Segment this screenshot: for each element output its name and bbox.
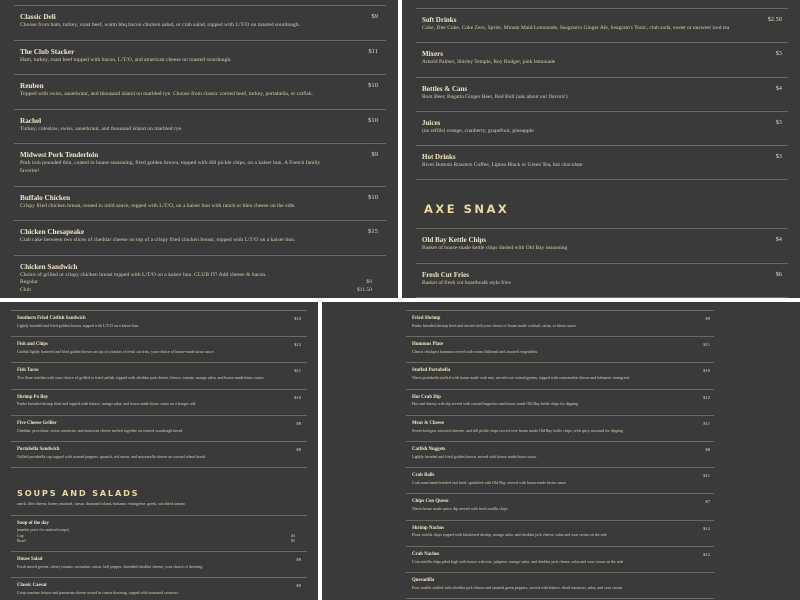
menu-list — [406, 310, 714, 599]
menu-item — [416, 228, 788, 263]
item-price: $10 — [368, 193, 378, 201]
item-name: Hot Crab Dip — [412, 394, 441, 400]
size-price: $4 — [291, 532, 295, 538]
menu-item — [406, 390, 714, 416]
item-description: Crispy fried chicken breast, tossed in mild sauce, topped with L/T/O, on a kaiser bun with ranch or bleu cheese on the side. — [20, 202, 296, 209]
item-description: Warm portabella stuffed with house made crab mix, served over mixed greens, topped with watermelon cheese and balsamic vinaigrette — [412, 375, 630, 381]
item-description: Coke, Diet Coke, Coke Zero, Sprite, Minute Maid Lemonade, Seagram's Ginger Ale, Seagram's Tonic, club soda, sweet or unsweet iced tea — [422, 25, 730, 31]
menu-list — [14, 5, 386, 298]
size-price: $5 — [291, 538, 295, 544]
item-name: Fresh Cut Fries — [422, 270, 469, 279]
size-label: Club — [20, 286, 31, 293]
item-price: $12 — [703, 551, 710, 557]
item-price: $10 — [294, 316, 301, 321]
item-name: Crab Nachos — [412, 551, 440, 557]
item-name: Classic Caesar — [17, 583, 47, 589]
item-price: $3 — [775, 118, 782, 126]
menu-item — [14, 41, 386, 76]
item-price: $11 — [703, 342, 710, 348]
item-description: Warm house made queso dip served with fresh tortilla chips — [412, 506, 508, 512]
item-name: Portabella Sandwich — [17, 447, 60, 453]
menu-item — [406, 494, 714, 520]
menu-panel-drinks — [402, 0, 800, 298]
menu-item — [416, 8, 788, 43]
menu-item — [406, 416, 714, 442]
item-name: Catfish Nuggets — [412, 447, 446, 453]
menu-panel-sandwiches — [0, 0, 398, 298]
item-name: Hummus Plate — [412, 342, 444, 348]
menu-item — [406, 573, 714, 599]
menu-item — [11, 363, 307, 389]
item-description: Root Beer, Bagatta Ginger Beer, Red Bull (ask about our flavors!) — [422, 93, 568, 100]
item-name: Mixers — [422, 50, 443, 59]
menu-item — [11, 515, 307, 553]
menu-panel-soups-salads — [0, 302, 318, 600]
item-name: Soft Drinks — [422, 16, 457, 24]
menu-item — [406, 363, 714, 389]
item-price: $9 — [296, 583, 301, 589]
item-name: Old Bay Kettle Chips — [422, 236, 486, 245]
item-price: $4 — [775, 236, 782, 244]
item-description: Hot and cheesy crab dip served with toasted baguettes and house made Old Bay kettle chips for dipping — [412, 401, 579, 407]
item-name: Fried Shrimp — [412, 316, 441, 321]
item-price: $9 — [371, 151, 378, 159]
item-name: Soup of the day — [17, 520, 49, 526]
menu-item — [406, 442, 714, 468]
item-price: $10 — [703, 368, 710, 374]
item-name: Bottles & Cans — [422, 84, 468, 93]
item-description: Sweet bologna, assorted cheeses, and dill pickle chips served over house made Old Bay kettle chips, with spicy mustard for dipping — [412, 427, 623, 433]
size-price: $11.50 — [356, 286, 372, 293]
menu-item — [406, 310, 714, 337]
item-description: Lightly breaded and fried golden brown, served with house made bistro sauce — [412, 453, 537, 459]
item-description: (market price for seafood soups) — [17, 527, 69, 533]
snax-list — [416, 228, 788, 298]
item-description: Classic chickpea hummus served with warm flatbread and assorted vegetables. — [412, 349, 539, 354]
item-price: $8 — [705, 447, 710, 453]
section-title: AXE SNAX — [424, 202, 510, 217]
item-description: Crab meat hand breaded and fried, sprinkled with Old Bay, served with house made bistro sauce — [412, 480, 567, 486]
item-description: Catfish lightly battered and fried golden brown on top of a basket of fresh cut fries, your choice of house-made tartar sauce. — [17, 349, 215, 354]
item-name: Southern Fried Catfish Sandwich — [17, 316, 86, 321]
menu-list — [11, 310, 307, 600]
size-option — [20, 279, 380, 287]
item-description: River Bottom Roasters Coffee, Lipton Black or Green Tea, hot chocolate — [422, 162, 583, 169]
dressing-list: ranch, bleu cheese, honey mustard, caesar, thousand island, balsamic vinaigrette, greek, sun dried tomato — [17, 501, 186, 507]
item-name: Shrimp Nachos — [412, 525, 445, 531]
menu-item — [14, 144, 386, 186]
drinks-list — [416, 8, 788, 180]
item-price: $2.50 — [767, 16, 782, 23]
item-price: $9 — [705, 316, 710, 321]
item-description: Corn tortilla chips piled high with house crab mix, jalapeno, mango salsa, and cheddar jack cheese, salsa and sour cream on the side — [412, 558, 624, 564]
item-description: Lightly breaded and fried golden brown, topped with L/T/O on a kaiser bun. — [17, 322, 140, 328]
item-name: Crab Balls — [412, 473, 435, 479]
menu-item — [14, 110, 386, 145]
menu-item — [11, 442, 307, 468]
item-name: Chicken Chesapeake — [20, 228, 85, 237]
item-price: $7 — [705, 499, 710, 505]
item-description: Four tortilla stuffed with cheddar jack cheese and sauteed green peppers, served with lettuce, diced tomatoes, salsa, and sour cream — [412, 584, 622, 590]
item-description: Panko breaded shrimp fried and topped with lettuce, mango salsa, and house made bistro sauce on a hoagie roll. — [17, 401, 197, 407]
item-name: Stuffed Portabella — [412, 368, 451, 374]
item-price: $15 — [368, 228, 378, 236]
item-description: Flour tortilla chips topped with blackened shrimp, mango salsa, and cheddar jack cheese, salsa and sour cream on the side — [412, 532, 608, 538]
item-name: Hot Drinks — [422, 153, 456, 162]
menu-item — [11, 416, 307, 442]
item-description: Crab cake between two slices of cheddar cheese on top of a crispy fried chicken breast, topped with L/T/O on a kaiser bun. — [20, 237, 296, 244]
item-description: Topped with swiss, sauerkraut, and thousand island on marbled rye. Choose from classic corned beef, turkey, portabella, or catfish. — [20, 91, 313, 98]
item-name: Fish and Chips — [17, 342, 48, 348]
menu-item — [14, 221, 386, 256]
item-price: $8 — [296, 420, 301, 426]
item-name: Five Cheese Griller — [17, 420, 57, 426]
size-label: Cup — [17, 532, 24, 538]
size-option — [20, 287, 380, 295]
item-description: Pork loin pounded thin, coated in house seasoning, fried golden brown, topped with dill pickle chips, on a kaiser bun. A Foetch family favorite! — [20, 160, 321, 174]
item-description: Cheddar, provolone, swiss, muenster, and american cheese melted together on toasted sourdough bread. — [17, 427, 183, 433]
menu-item — [416, 43, 788, 77]
item-price: $11 — [703, 420, 710, 426]
menu-item — [14, 5, 386, 41]
item-price: $3 — [775, 50, 782, 58]
item-price: $12 — [703, 394, 710, 400]
soup-salad-list — [11, 515, 307, 600]
menu-item — [406, 337, 714, 363]
menu-item — [11, 578, 307, 600]
menu-item — [14, 256, 386, 298]
item-name: Midwest Pork Tenderloin — [20, 151, 99, 160]
size-label: Regular — [20, 279, 38, 286]
item-description: Turkey, coleslaw, swiss, sauerkraut, and thousand island on marbled rye. — [20, 125, 183, 132]
item-description: Ham, turkey, roast beef topped with bacon, L/T/O, and american cheese on toasted sourdough. — [20, 56, 232, 63]
item-price: $3 — [775, 153, 782, 161]
item-name: Quesadilla — [412, 578, 435, 584]
menu-item — [11, 337, 307, 363]
item-name: Meat & Cheese — [412, 420, 445, 426]
item-description: Panko breaded shrimp fried and served with your choice of house made cocktail, tartar, or bistro sauce — [412, 322, 577, 328]
item-description: Choose from ham, turkey, roast beef, warm bbq bacon chicken salad, or crab salad, topped with L/T/O on toasted sourdough. — [20, 22, 301, 28]
item-price: $6 — [775, 270, 782, 278]
menu-item — [406, 521, 714, 547]
menu-item — [11, 310, 307, 337]
item-price: $12 — [703, 525, 710, 531]
size-price: $9 — [366, 279, 372, 286]
item-price: $11 — [703, 473, 710, 479]
item-description: Basket of fresh cut boardwalk style fries — [422, 279, 511, 286]
item-price: $11 — [294, 368, 301, 374]
item-description: (no refills) orange, cranberry, grapefruit, pineapple — [422, 127, 534, 134]
item-name: Classic Deli — [20, 13, 56, 21]
menu-item — [14, 187, 386, 222]
sandwich-list — [11, 310, 307, 468]
item-name: Chips Con Queso — [412, 499, 449, 505]
size-label: Bowl — [17, 538, 26, 544]
item-name: Shrimp Po Boy — [17, 394, 49, 400]
menu-item — [416, 146, 788, 180]
item-description: Fresh mixed greens, cherry tomato, cucumber, onion, bell pepper, shredded cheddar cheese, your choice of dressing. — [17, 564, 204, 570]
item-price: $4 — [775, 84, 782, 92]
item-description: Basket of house-made kettle chips dusted with Old Bay seasoning — [422, 245, 568, 252]
item-name: Juices — [422, 118, 441, 127]
item-name: House Salad — [17, 557, 43, 563]
item-price: $8 — [296, 447, 301, 453]
item-name: Buffalo Chicken — [20, 193, 71, 202]
menu-panel-appetizers — [322, 302, 800, 600]
item-price: $10 — [294, 394, 301, 400]
menu-item — [11, 390, 307, 416]
menu-item — [14, 75, 386, 110]
item-description: Two flour tortillas with your choice of grilled or fried catfish, topped with cheddar jack cheese, lettuce, tomato, mango salsa, and house made bistro sauce. — [17, 375, 265, 381]
item-name: Reuben — [20, 82, 44, 91]
section-title: SOUPS AND SALADS — [17, 488, 140, 499]
size-option — [17, 538, 301, 543]
menu-item — [406, 468, 714, 494]
menu-item — [416, 264, 788, 298]
item-description: Arnold Palmer, Shirley Temple, Roy Rodger, pink lemonade — [422, 59, 556, 66]
menu-item — [406, 547, 714, 573]
item-name: Fish Tacos — [17, 368, 39, 374]
item-description: Crisp romaine lettuce and parmesan cheese tossed in caesar dressing, topped with seasoned croutons. — [17, 590, 179, 596]
item-price: $10 — [368, 116, 378, 124]
menu-item — [11, 552, 307, 578]
item-price: $9 — [296, 557, 301, 563]
item-description: Choice of grilled or crispy chicken breast topped with L/T/O on a kaiser bun. CLUB IT! Add cheese & bacon. — [20, 271, 267, 278]
item-price: $11 — [368, 47, 378, 55]
menu-item — [416, 112, 788, 146]
item-name: Rachel — [20, 116, 42, 125]
item-name: Chicken Sandwich — [20, 262, 78, 271]
item-price: $10 — [368, 82, 378, 90]
item-name: The Club Stacker — [20, 47, 75, 56]
item-description: Grilled portabella cap topped with roasted peppers, spinach, red onion, and mozzarella cheese on toasted wheat bread. — [17, 453, 207, 459]
menu-item — [416, 78, 788, 112]
item-price: $12 — [294, 342, 301, 348]
item-price: $9 — [371, 13, 378, 20]
menu-list — [416, 8, 788, 298]
